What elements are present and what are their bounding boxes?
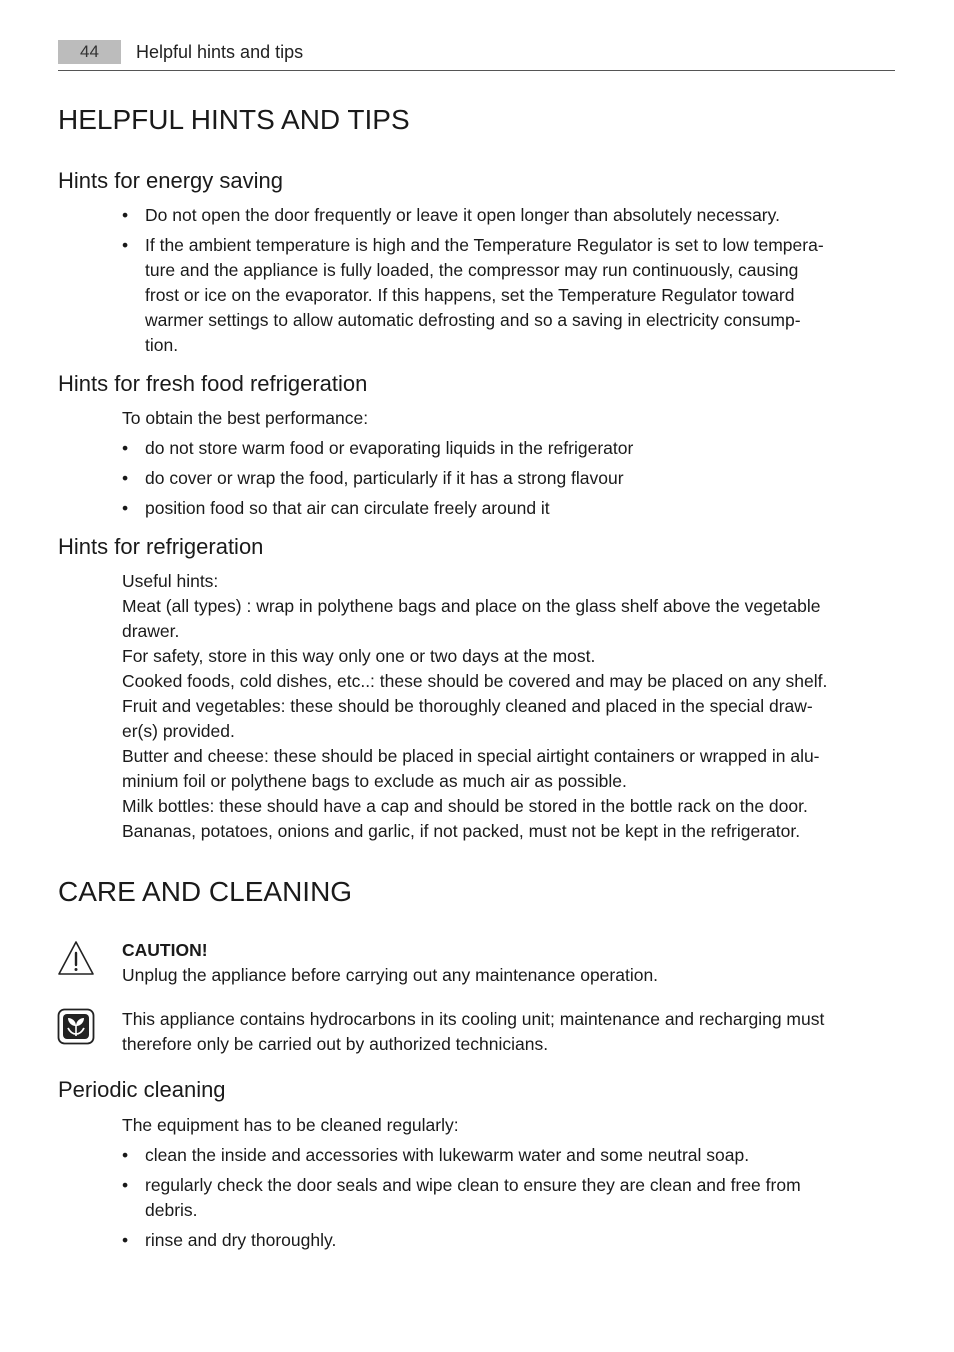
text-line: For safety, store in this way only one or two days at the most. [122,646,596,666]
section-title-helpful-hints: HELPFUL HINTS AND TIPS [58,104,410,135]
list-item [122,436,902,461]
subsection-title-periodic-cleaning: Periodic cleaning [58,1077,226,1102]
text-line: Butter and cheese: these should be placed in special airtight containers or wrapped in alu- [122,746,820,766]
subsection-title-fresh-food: Hints for fresh food refrigeration [58,371,368,396]
environment-leaf-icon [57,1008,95,1045]
periodic-cleaning-list [122,1143,902,1253]
text-line: er(s) provided. [122,721,235,741]
text-line: Useful hints: [122,571,219,591]
list-item [122,233,902,358]
list-item-line: position food so that air can circulate freely around it [145,498,550,518]
bullet-icon: • [122,1230,129,1250]
list-item-line: Do not open the door frequently or leave it open longer than absolutely necessary. [145,205,780,225]
warning-triangle-icon [57,940,95,976]
refrigeration-hints-text [122,569,827,844]
bullet-icon: • [122,498,129,518]
text-line: minium foil or polythene bags to exclude as much air as possible. [122,771,627,791]
caution-title: CAUTION! [122,940,208,960]
page-number: 44 [58,40,121,64]
fresh-food-list-container [122,436,902,526]
bullet-icon: • [122,205,129,225]
list-item-line: If the ambient temperature is high and the Temperature Regulator is set to low tempera- [145,235,824,255]
list-item-line: ture and the appliance is fully loaded, the compressor may run continuously, causing [145,260,799,280]
text-line: Meat (all types) : wrap in polythene bags and place on the glass shelf above the vegetable [122,596,821,616]
energy-saving-list-container [122,203,902,363]
text-line: therefore only be carried out by authorized technicians. [122,1034,549,1054]
fresh-food-intro: To obtain the best performance: [122,408,369,428]
list-item [122,496,902,521]
list-item-line: warmer settings to allow automatic defrosting and so a saving in electricity consump- [145,310,801,330]
list-item-line: do cover or wrap the food, particularly if it has a strong flavour [145,468,624,488]
fresh-food-list [122,436,902,521]
periodic-cleaning-intro: The equipment has to be cleaned regularly: [122,1115,459,1135]
bullet-icon: • [122,1145,129,1165]
energy-saving-list [122,203,902,358]
section-title-care-cleaning: CARE AND CLEANING [58,876,353,907]
subsection-title-energy-saving: Hints for energy saving [58,168,283,193]
list-item-line: debris. [145,1200,198,1220]
list-item-line: frost or ice on the evaporator. If this happens, set the Temperature Regulator toward [145,285,795,305]
list-item-line: clean the inside and accessories with lukewarm water and some neutral soap. [145,1145,750,1165]
page-header [58,40,895,71]
running-header-title: Helpful hints and tips [136,42,304,62]
text-line: Cooked foods, cold dishes, etc..: these should be covered and may be placed on any shelf. [122,671,828,691]
bullet-icon: • [122,235,129,255]
text-line: Fruit and vegetables: these should be thoroughly cleaned and placed in the special draw- [122,696,813,716]
list-item-line: do not store warm food or evaporating liquids in the refrigerator [145,438,634,458]
caution-text: Unplug the appliance before carrying out any maintenance operation. [122,965,659,985]
bullet-icon: • [122,468,129,488]
text-line: Milk bottles: these should have a cap and should be stored in the bottle rack on the door. [122,796,808,816]
bullet-icon: • [122,1175,129,1195]
list-item-line: regularly check the door seals and wipe clean to ensure they are clean and free from [145,1175,801,1195]
list-item [122,203,902,228]
environment-text [122,1007,824,1057]
text-line: drawer. [122,621,180,641]
list-item [122,1228,902,1253]
text-line: Bananas, potatoes, onions and garlic, if not packed, must not be kept in the refrigerator. [122,821,801,841]
list-item [122,1143,902,1168]
periodic-cleaning-list-container [122,1143,902,1258]
bullet-icon: • [122,438,129,458]
list-item-line: tion. [145,335,179,355]
list-item [122,466,902,491]
list-item [122,1173,902,1223]
subsection-title-refrigeration: Hints for refrigeration [58,534,264,559]
list-item-line: rinse and dry thoroughly. [145,1230,337,1250]
text-line: This appliance contains hydrocarbons in its cooling unit; maintenance and recharging must [122,1009,825,1029]
